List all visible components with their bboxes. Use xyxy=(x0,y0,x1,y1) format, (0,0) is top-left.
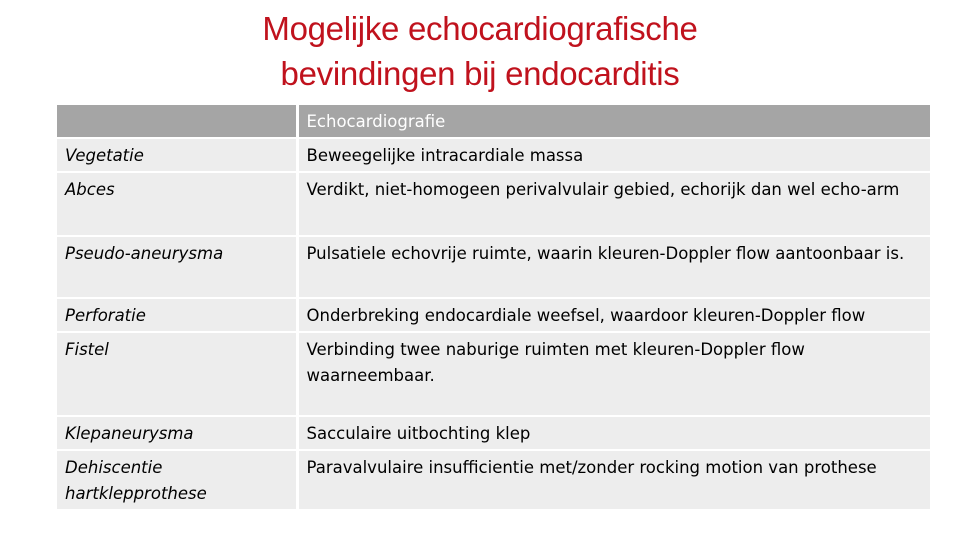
row-description: Paravalvulaire insufficientie met/zonder rocking motion van prothese xyxy=(297,450,930,510)
row-term: Perforatie xyxy=(57,298,297,332)
table-header-row xyxy=(57,105,930,138)
row-description: Onderbreking endocardiale weefsel, waardoor kleuren-Doppler flow xyxy=(297,298,930,332)
row-term: Fistel xyxy=(57,332,297,416)
table-row xyxy=(57,236,930,298)
row-description: Sacculaire uitbochting klep xyxy=(297,416,930,450)
row-description: Verbinding twee naburige ruimten met kleuren-Doppler flow waarneembaar. xyxy=(297,332,930,416)
row-description: Pulsatiele echovrije ruimte, waarin kleuren-Doppler flow aantoonbaar is. xyxy=(297,236,930,298)
table-row xyxy=(57,332,930,416)
table-row xyxy=(57,450,930,510)
row-term: Klepaneurysma xyxy=(57,416,297,450)
row-term: Abces xyxy=(57,172,297,236)
slide-title-line-1: Mogelijke echocardiografische xyxy=(262,10,698,47)
row-term: Pseudo-aneurysma xyxy=(57,236,297,298)
table-row xyxy=(57,172,930,236)
table-row xyxy=(57,138,930,172)
table-row xyxy=(57,298,930,332)
table-row xyxy=(57,416,930,450)
row-term: Vegetatie xyxy=(57,138,297,172)
findings-table xyxy=(57,105,930,511)
slide-title xyxy=(180,6,780,96)
row-description: Beweegelijke intracardiale massa xyxy=(297,138,930,172)
row-term: Dehiscentie hartklepprothese xyxy=(57,450,297,510)
row-description: Verdikt, niet-homogeen perivalvulair gebied, echorijk dan wel echo-arm xyxy=(297,172,930,236)
slide-title-line-2: bevindingen bij endocarditis xyxy=(280,55,680,92)
header-cell-echocardiografie: Echocardiografie xyxy=(297,105,930,138)
header-cell-term xyxy=(57,105,297,138)
